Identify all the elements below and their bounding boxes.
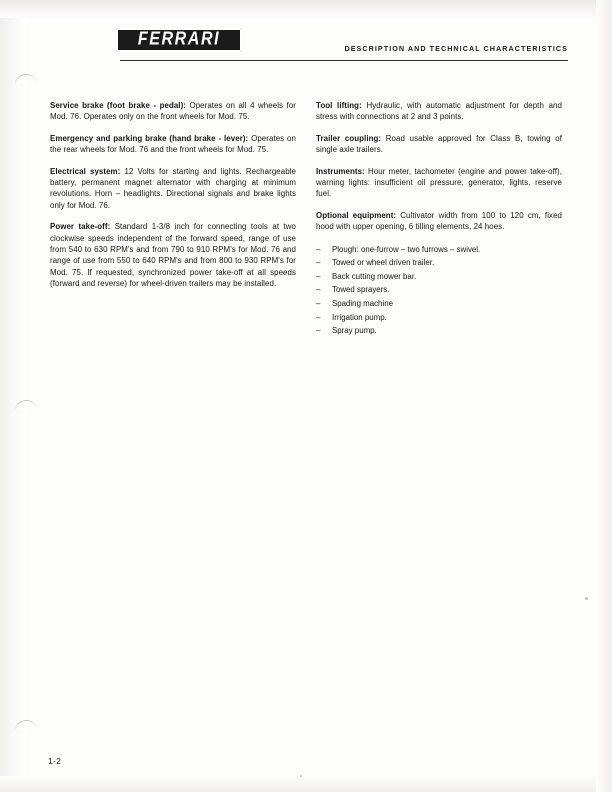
- paragraph: [316, 166, 562, 200]
- paragraph: [316, 100, 562, 123]
- logo-plate: [116, 28, 242, 52]
- paragraph: [50, 221, 296, 289]
- paragraph-text: Hydraulic, with automatic adjustment for depth and stress with connections at 2 and 3 points.: [316, 100, 562, 122]
- right-column: [316, 92, 562, 338]
- list-item-label: Towed or wheel driven trailer.: [332, 258, 435, 268]
- list-bullet: –: [316, 326, 321, 336]
- list-item: [316, 243, 562, 257]
- list-bullet: –: [316, 271, 321, 281]
- paragraph-lead: Power take-off:: [50, 222, 111, 232]
- page-number: 1-2: [48, 756, 62, 766]
- left-column: [50, 92, 296, 338]
- page-edge-right: [596, 0, 612, 792]
- paragraph-lead: Emergency and parking brake (hand brake - lever):: [50, 133, 249, 143]
- list-item: [316, 311, 562, 325]
- paragraph-text: Operates on all 4 wheels for Mod. 76. Operates only on the front wheels for Mod. 75.: [50, 100, 296, 122]
- list-bullet: –: [316, 285, 321, 295]
- section-title: DESCRIPTION AND TECHNICAL CHARACTERISTICS: [344, 44, 568, 53]
- list-item-label: Spading machine: [332, 298, 393, 308]
- paragraph: [316, 133, 562, 156]
- paragraph-text: Cultivator width from 100 to 120 cm, fixed hood with upper opening, 6 tilling elements, 24 hoes.: [316, 210, 563, 232]
- list-item: [316, 324, 562, 338]
- paragraph-text: Standard 1-3/8 inch for connecting tools at two clockwise speeds independent of the forward speed, range of use from 540 to 630 RPM's and from 790 to 910 RPM's for Mod. 76 and range of use from 550 to 640 RPM's and from 800 to 930 RPM's for Mod. 75. If requested, synchronized power take-off at all speeds (forward and reverse) for wheel-driven trailers may be installed.: [50, 222, 296, 289]
- paragraph-lead: Service brake (foot brake - pedal):: [50, 100, 186, 110]
- paragraph-text: Operates on the rear wheels for Mod. 76 and the front wheels for Mod. 75.: [50, 133, 296, 155]
- page-edge-left: [0, 0, 26, 792]
- list-item: [316, 270, 562, 284]
- paragraph-text: 12 Volts for starting and lights. Rechargeable battery, permanent magnet alternator with charging at minimum revolutions. Horn – headlights. Directional signals and brake lights only for Mod. 76.: [50, 166, 296, 210]
- list-item-label: Back cutting mower bar.: [332, 271, 417, 281]
- list-item-label: Towed sprayers.: [332, 285, 390, 295]
- scan-speck: [585, 597, 588, 600]
- list-bullet: –: [316, 258, 321, 268]
- list-bullet: –: [316, 244, 321, 254]
- paragraph-text: Hour meter, tachometer (engine and power take-off), warning lights: insufficient oil pressure, generator, lights, reserve fuel.: [316, 166, 562, 199]
- paragraph-lead: Tool lifting:: [316, 100, 362, 110]
- list-bullet: –: [316, 298, 321, 308]
- list-item: [316, 283, 562, 297]
- list-item-label: Irrigation pump.: [332, 312, 387, 322]
- list-item-label: Spray pump.: [332, 326, 377, 336]
- ferrari-logo: [116, 28, 242, 52]
- optional-equipment-list: [316, 243, 562, 338]
- paragraph-lead: Optional equipment:: [316, 210, 397, 220]
- logo-text: FERRARI: [137, 29, 221, 50]
- paragraph-lead: Instruments:: [316, 166, 365, 176]
- paragraph: [50, 133, 296, 156]
- body-columns: [50, 92, 562, 338]
- page-edge-bottom: [0, 776, 612, 792]
- page-edge-top: [0, 0, 612, 18]
- scan-speck: [300, 775, 302, 777]
- paragraph-text: Road usable approved for Class B, towing of single axle trailers.: [316, 133, 562, 155]
- list-item-label: Plough: one-furrow – two furrows – swivel.: [332, 244, 481, 254]
- list-bullet: –: [316, 312, 321, 322]
- paragraph: [50, 100, 296, 123]
- paragraph: [50, 166, 296, 212]
- list-item: [316, 256, 562, 270]
- header-divider: [120, 60, 568, 61]
- paragraph-lead: Trailer coupling:: [316, 133, 382, 143]
- list-item: [316, 297, 562, 311]
- paragraph: [316, 210, 562, 233]
- paragraph-lead: Electrical system:: [50, 166, 121, 176]
